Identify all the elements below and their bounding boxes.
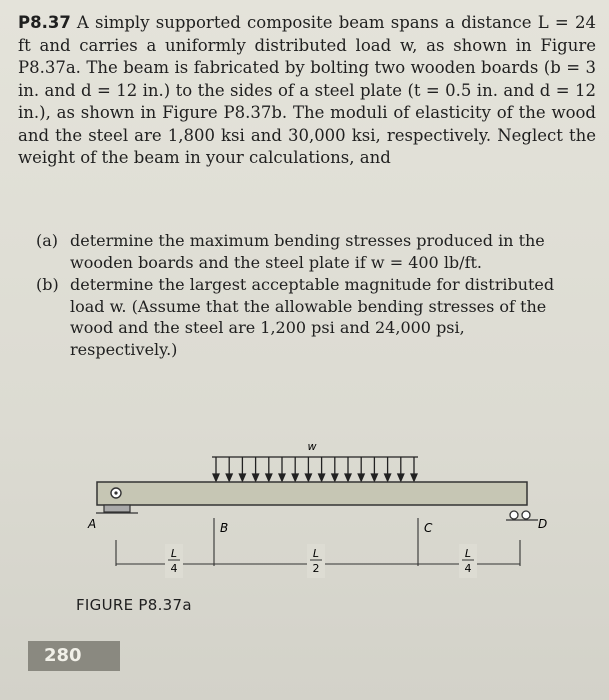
part-b-text: determine the largest acceptable magnitude for distributed load w. (Assume that the allowable bending stresses of the wood and the steel are 1,200 psi and 24,000 psi, respectively.): [70, 275, 555, 359]
dim-right-den: 4: [464, 562, 472, 575]
load-arrow-head: [371, 474, 377, 481]
load-arrow-head: [266, 474, 272, 481]
part-a-label: (a): [36, 231, 59, 250]
point-a-label: A: [88, 517, 97, 531]
load-arrows: [213, 457, 417, 481]
load-arrow-head: [345, 474, 351, 481]
dim-mid-num: L: [312, 547, 320, 560]
load-arrow-head: [319, 474, 325, 481]
dim-left-den: 4: [170, 562, 178, 575]
load-arrow-head: [253, 474, 259, 481]
load-arrow-head: [213, 474, 219, 481]
load-arrow-head: [358, 474, 364, 481]
load-arrow-head: [305, 474, 311, 481]
part-a-text: determine the maximum bending stresses produced in the wooden boards and the steel plate if w = 400 lb/ft.: [70, 231, 545, 272]
figure-caption: FIGURE P8.37a: [76, 596, 192, 614]
dim-right-num: L: [464, 547, 472, 560]
part-b-label: (b): [36, 275, 59, 294]
load-arrow-head: [239, 474, 245, 481]
load-label: w: [307, 440, 317, 453]
problem-number: P8.37: [18, 13, 71, 32]
load-arrow-head: [332, 474, 338, 481]
point-c-label: C: [424, 521, 433, 535]
problem-parts: [36, 230, 576, 361]
problem-text: A simply supported composite beam spans a distance L = 24 ft and carries a uniformly distributed load w, as shown in Figure P8.37a. The beam is fabricated by bolting two wooden boards (b = 3 in. and d = 12 in.) to the sides of a steel plate (t = 0.5 in. and d = 12 in.), as shown in Figure P8.37b. The moduli of elasticity of the wood and the steel are 1,800 ksi and 30,000 ksi, respectively. Neglect the weight of the beam in your calculations, and: [18, 13, 596, 167]
load-arrow-head: [279, 474, 285, 481]
problem-statement: [18, 12, 596, 170]
dim-mid: [307, 544, 325, 578]
dim-left: [165, 544, 183, 578]
beam: [97, 482, 527, 505]
point-b-label: B: [220, 521, 229, 535]
dim-mid-den: 2: [312, 562, 320, 575]
load-arrow-head: [292, 474, 298, 481]
part-b: [36, 274, 576, 360]
load-arrow-head: [385, 474, 391, 481]
right-roller-right: [522, 511, 530, 519]
left-pin-center: [114, 491, 117, 494]
right-roller-left: [510, 511, 518, 519]
load-arrow-head: [226, 474, 232, 481]
point-d-label: D: [538, 517, 548, 531]
beam-figure: [70, 440, 570, 600]
dim-left-num: L: [170, 547, 178, 560]
left-support-block: [104, 505, 130, 512]
page-number: 280: [44, 645, 82, 666]
dim-right: [459, 544, 477, 578]
part-a: [36, 230, 576, 273]
load-arrow-head: [411, 474, 417, 481]
load-arrow-head: [398, 474, 404, 481]
